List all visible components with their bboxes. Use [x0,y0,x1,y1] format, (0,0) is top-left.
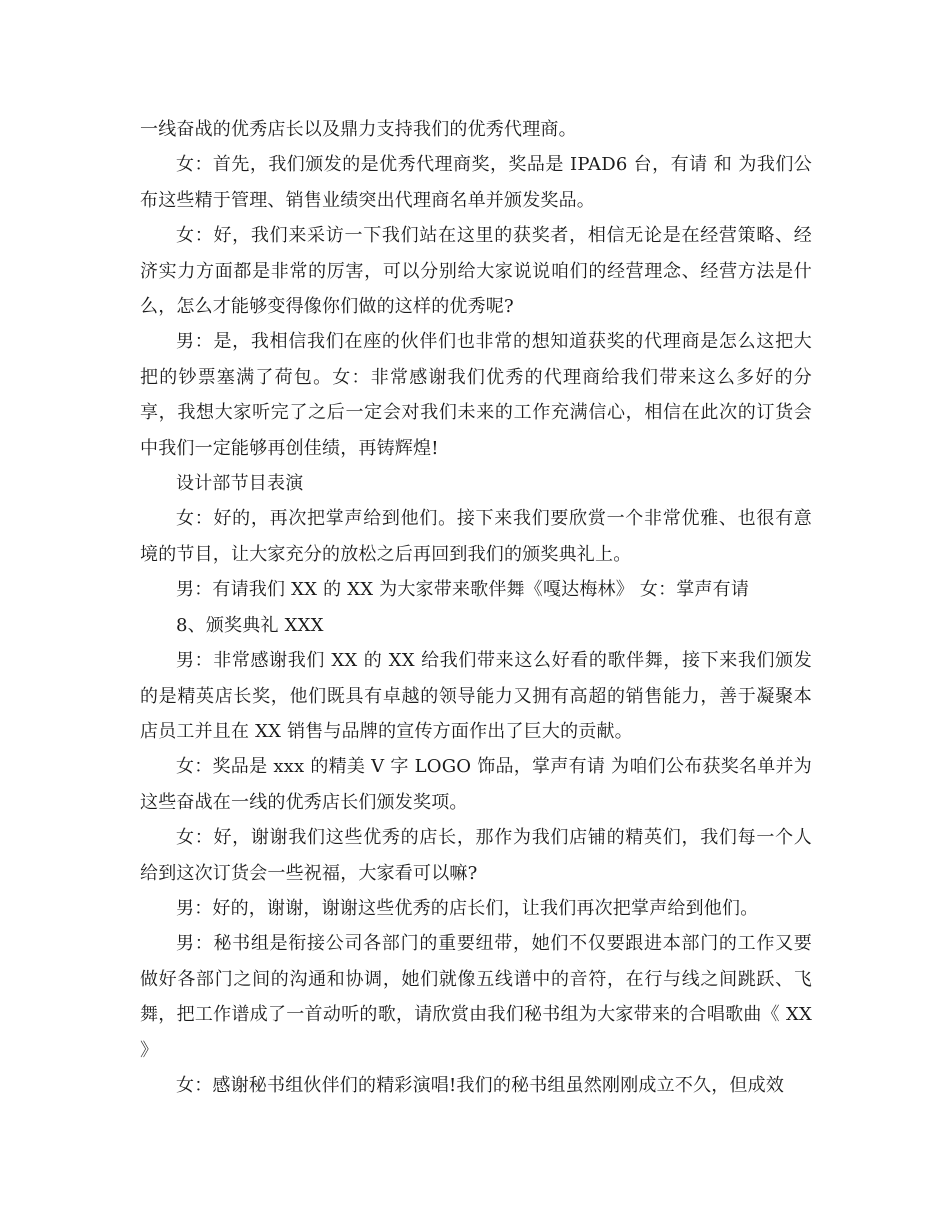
paragraph-secretary-group: 男：秘书组是衔接公司各部门的重要纽带，她们不仅要跟进本部门的工作又要做好各部门之间的沟通和协调，她们就像五线谱中的音符，在行与线之间跳跃、飞舞，把工作谱成了一首动听的歌，请欣赏由我们秘书组为大家带来的合唱歌曲《 XX 》 [140,933,812,1061]
paragraph-song-dance-invite: 男：有请我们 XX 的 XX 为大家带来歌伴舞《嘎达梅林》 女：掌声有请 [176,579,750,601]
paragraph-award-prize: 女：奖品是 xxx 的精美 V 字 LOGO 饰品，掌声有请 为咱们公布获奖名单并为这些奋战在一线的优秀店长们颁发奖项。 [140,756,812,813]
paragraph-elite-manager-award: 男：非常感谢我们 XX 的 XX 给我们带来这么好看的歌伴舞，接下来我们颁发的是精英店长奖，他们既具有卓越的领导能力又拥有高超的销售能力，善于凝聚本店员工并且在 XX 销售与品牌的宣传方面作出了巨大的贡献。 [140,650,812,742]
paragraph-agent-sharing: 男：是，我相信我们在座的伙伴们也非常的想知道获奖的代理商是怎么这把大把的钞票塞满了荷包。女：非常感谢我们优秀的代理商给我们带来这么多好的分享，我想大家听完了之后一定会对我们未来的工作充满信心，相信在此次的订货会中我们一定能够再创佳绩，再铸辉煌! [140,331,812,459]
paragraph-performance-intro: 女：好的，再次把掌声给到他们。接下来我们要欣赏一个非常优雅、也很有意境的节目，让大家充分的放松之后再回到我们的颁奖典礼上。 [140,508,812,565]
section-heading-design-performance: 设计部节目表演 [176,473,304,495]
paragraph-agent-award-intro: 女：首先，我们颁发的是优秀代理商奖，奖品是 IPAD6 台，有请 和 为我们公布这些精于管理、销售业绩突出代理商名单并颁发奖品。 [140,154,812,211]
paragraph-thanks-managers: 男：好的，谢谢，谢谢这些优秀的店长们，让我们再次把掌声给到他们。 [176,897,759,919]
document-body [140,112,812,1103]
paragraph-secretary-thanks: 女：感谢秘书组伙伴们的精彩演唱!我们的秘书组虽然刚刚成立不久，但成效 [176,1074,785,1096]
paragraph-blessings: 女：好，谢谢我们这些优秀的店长，那作为我们店铺的精英们，我们每一个人给到这次订货会一些祝福，大家看可以嘛? [140,827,812,884]
paragraph-winner-interview: 女：好，我们来采访一下我们站在这里的获奖者，相信无论是在经营策略、经济实力方面都是非常的厉害，可以分别给大家说说咱们的经营理念、经营方法是什么，怎么才能够变得像你们做的这样的优秀呢? [140,225,812,318]
section-heading-award-ceremony: 8、颁奖典礼 XXX [176,614,324,636]
paragraph-continuation: 一线奋战的优秀店长以及鼎力支持我们的优秀代理商。 [140,119,577,140]
